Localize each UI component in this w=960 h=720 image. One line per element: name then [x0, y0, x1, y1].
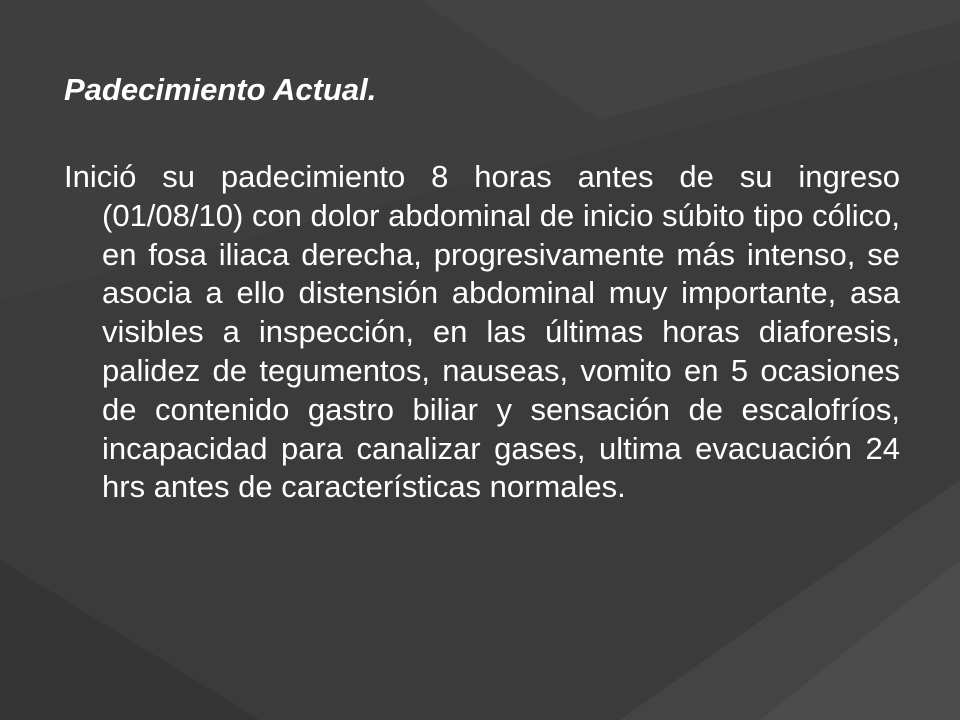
slide-title: Padecimiento Actual.	[64, 72, 377, 107]
slide-content	[64, 70, 900, 507]
slide-paragraph: Inició su padecimiento 8 horas antes de su ingreso (01/08/10) con dolor abdominal de inicio súbito tipo cólico, en fosa iliaca derecha, progresivamente más intenso, se asocia a ello distensión abdominal muy importante, asa visibles a inspección, en las últimas horas diaforesis, palidez de tegumentos, nauseas, vomito en 5 ocasiones de contenido gastro biliar y sensación de escalofríos, incapacidad para canalizar gases, ultima evacuación 24 hrs antes de características normales.	[64, 159, 900, 505]
